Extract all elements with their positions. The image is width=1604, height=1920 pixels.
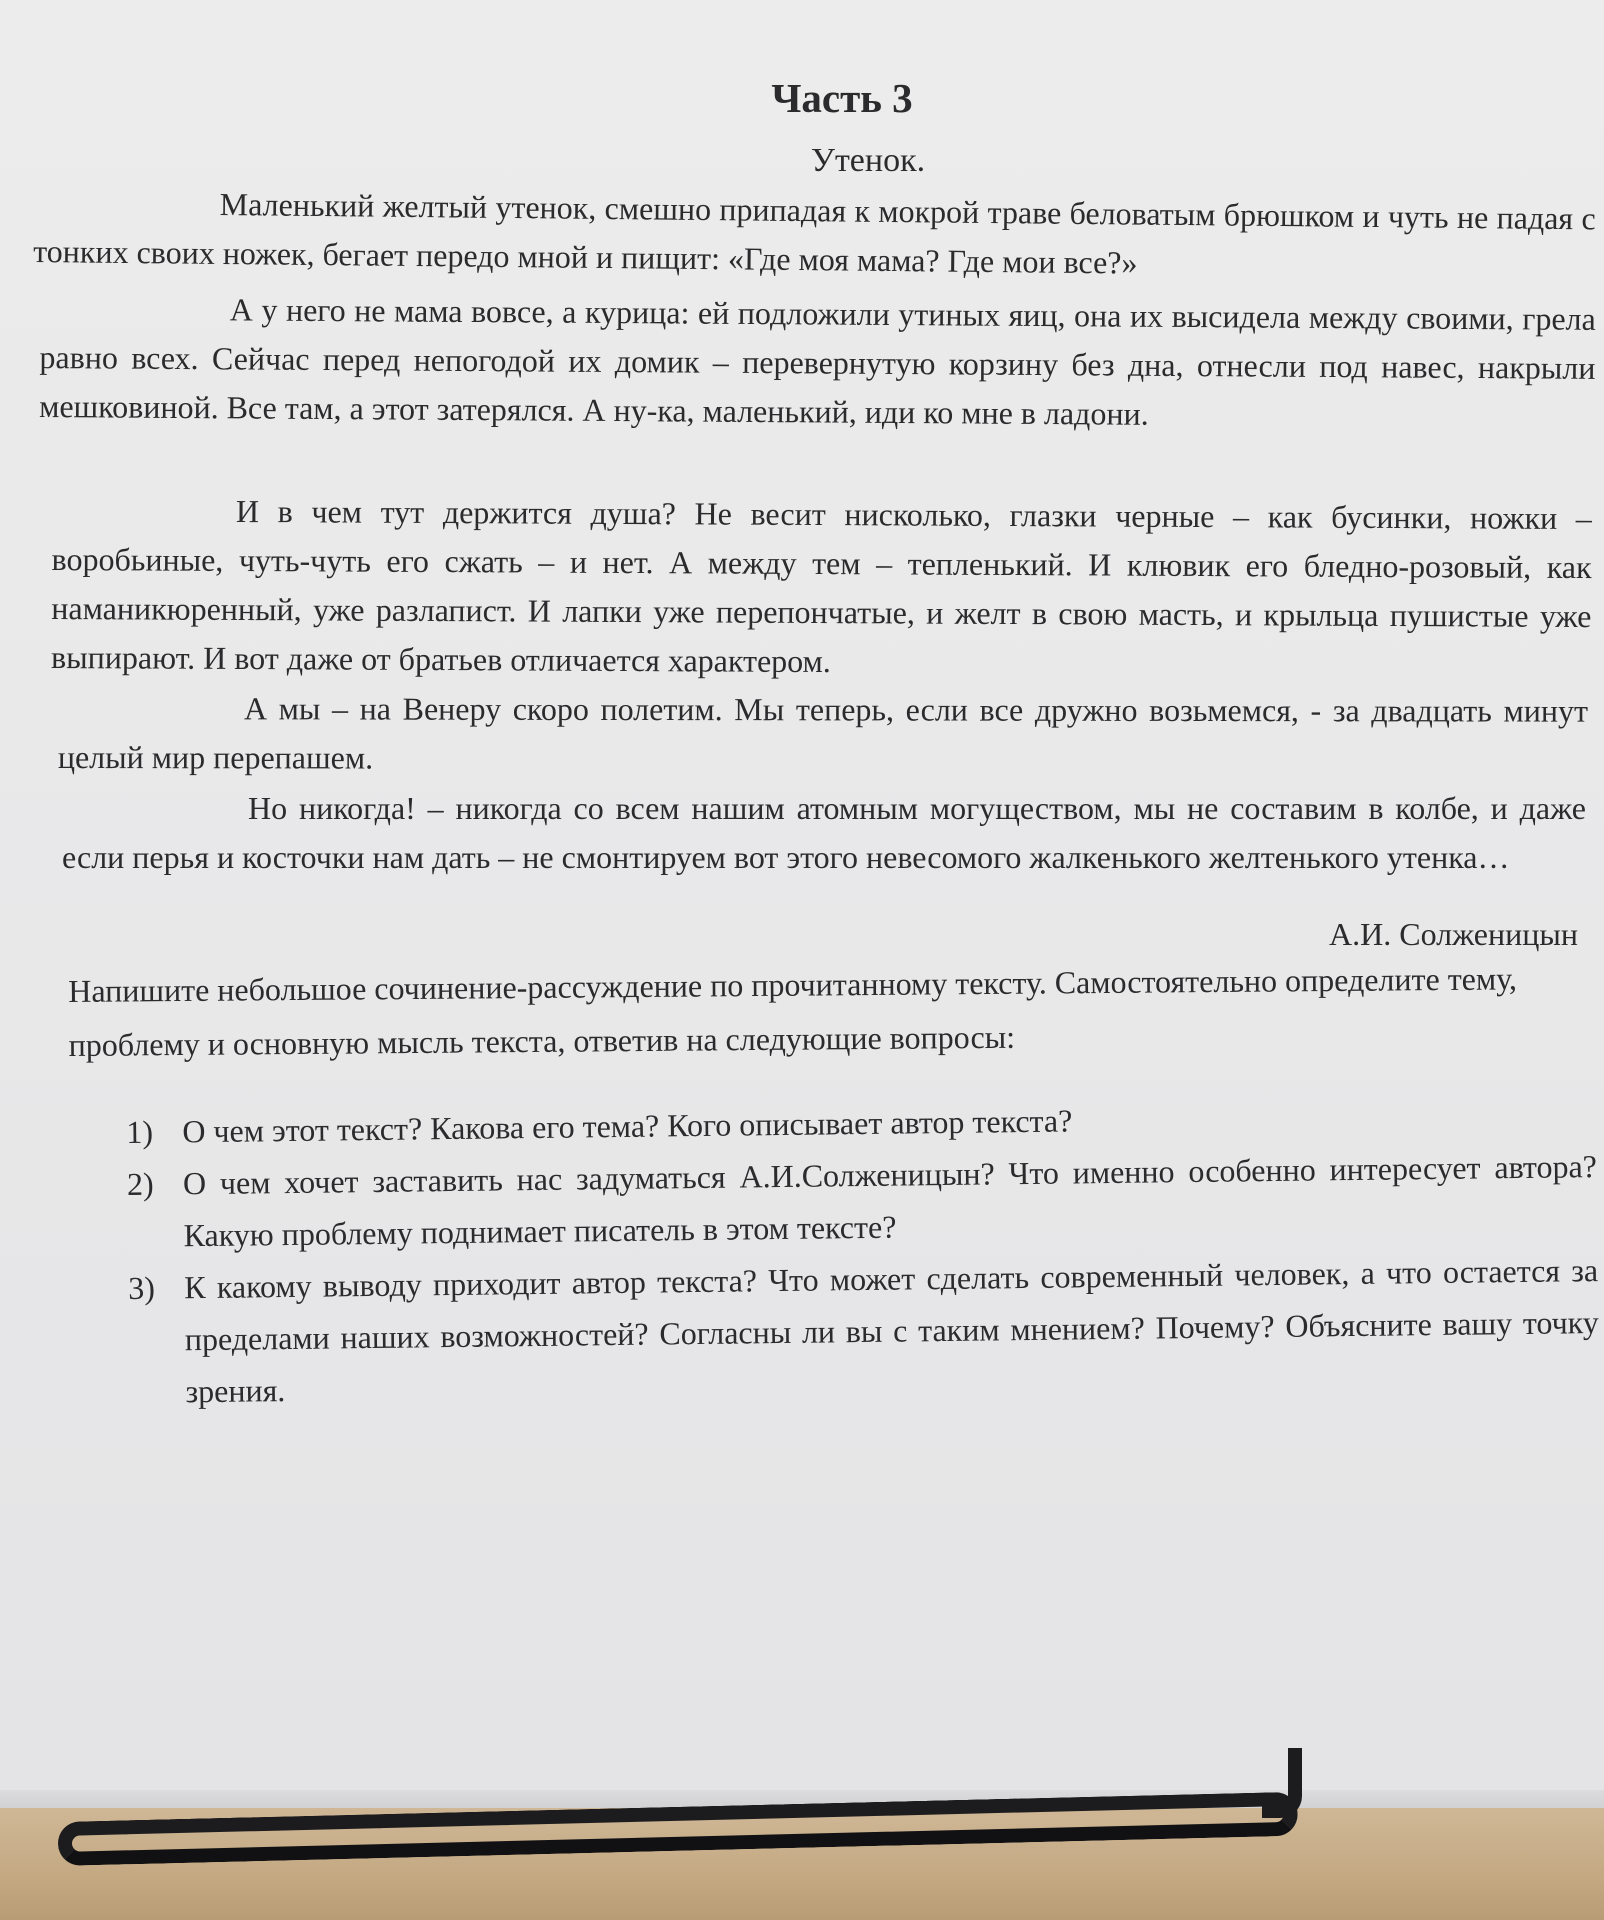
task-instructions: Напишите небольшое сочинение-рассуждение по прочитанному тексту. Самостоятельно определите тему, проблему и основную мысль текста, ответив на следующие вопросы: <box>68 960 1518 1063</box>
author-signature: А.И. Солженицын <box>1329 916 1578 952</box>
paragraph-4: А мы – на Венеру скоро полетим. Мы теперь, если все дружно возьмемся, - за двадцать минут целый мир перепашем. <box>57 690 1588 776</box>
paragraph-3: И в чем тут держится душа? Не весит нисколько, глазки черные – как бусинки, ножки – воробьиные, чуть-чуть его сжать – и нет. А между тем – тепленький. И клювик его бледно-розовый, как наманикюренный, уже разлапист. И лапки уже перепончатые, и желт в свою масть, и крыльца пушистые уже выпирают. И вот даже от братьев отличается характером. <box>51 492 1592 680</box>
question-list <box>126 1088 1600 1418</box>
part-title: Часть 3 <box>771 75 913 121</box>
question-item <box>128 1244 1600 1418</box>
story-title: Утенок. <box>810 142 926 179</box>
question-text: К какому выводу приходит автор текста? Что может сделать современный человек, а что остается за пределами наших возможностей? Согласны ли вы с таким мнением? Почему? Объясните вашу точку зрения. <box>183 1252 1599 1410</box>
question-text: О чем хочет заставить нас задуматься А.И.Солженицын? Что именно особенно интересует автора? Какую проблему поднимает писатель в этом тексте? <box>182 1148 1598 1254</box>
question-item <box>127 1140 1598 1262</box>
question-number: 1) <box>126 1113 154 1150</box>
question-text: О чем этот текст? Какова его тема? Кого описывает автор текста? <box>182 1102 1073 1150</box>
paragraph-5: Но никогда! – никогда со всем нашим атомным могуществом, мы не составим в колбе, и даже если перья и косточки нам дать – не смонтируем вот этого невесомого жалкенького желтенького утенка… <box>62 790 1586 875</box>
question-number: 3) <box>128 1269 156 1306</box>
paragraph-1: Маленький желтый утенок, смешно припадая к мокрой траве беловатым брюшком и чуть не падая с тонких своих ножек, бегает передо мной и пищит: «Где моя мама? Где мои все?» <box>33 185 1596 281</box>
paragraph-2: А у него не мама вовсе, а курица: ей подложили утиных яиц, она их высидела между своими, грела равно всех. Сейчас перед непогодой их домик – перевернутую корзину без дна, отнесли под навес, накрыли мешковиной. Все там, а этот затерялся. А ну-ка, маленький, иди ко мне в ладони. <box>39 291 1596 432</box>
question-number: 2) <box>126 1165 154 1202</box>
